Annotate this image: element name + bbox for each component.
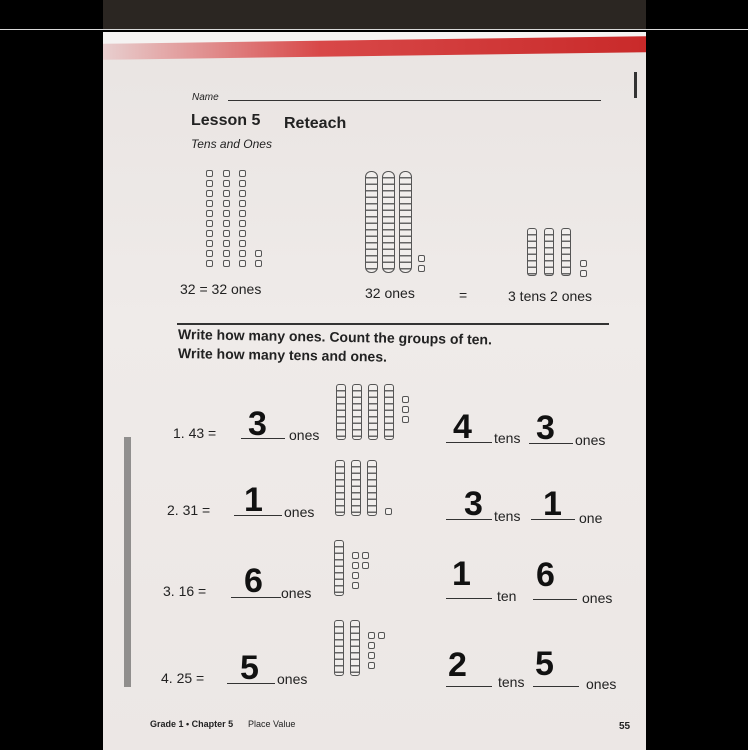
tens-rod <box>336 384 346 440</box>
problem-label: 3. 16 = <box>163 583 207 599</box>
ones-cube <box>223 220 230 227</box>
example-right-caption: 3 tens 2 ones <box>508 288 593 304</box>
ones-cube <box>352 552 359 559</box>
ones-cube <box>223 180 230 187</box>
example-mid-caption: 32 ones <box>365 285 415 301</box>
ones-answer-line-2 <box>529 443 573 444</box>
ones-cube <box>239 200 246 207</box>
ones-answer-2: 6 <box>536 556 555 594</box>
example-equals: = <box>459 287 468 303</box>
ones-cube <box>402 396 409 403</box>
ones-cube <box>206 250 213 257</box>
ones-word-2: one <box>579 510 603 526</box>
top-divider-line <box>0 29 748 30</box>
ones-cube <box>206 170 213 177</box>
tens-rod <box>350 620 360 676</box>
ones-cube <box>223 210 230 217</box>
tens-word: tens <box>494 430 521 446</box>
ones-cube <box>368 662 375 669</box>
footer-topic: Place Value <box>248 719 296 729</box>
ones-word-2: ones <box>586 676 617 692</box>
ones-cube <box>368 642 375 649</box>
tens-answer-line <box>446 442 492 443</box>
ones-cube <box>239 170 246 177</box>
ones-cube <box>206 230 213 237</box>
ones-cube <box>206 220 213 227</box>
ones-cube <box>239 250 246 257</box>
page-number: 55 <box>619 721 631 732</box>
ones-answer-line <box>234 515 282 516</box>
copyright-margin-text <box>124 437 131 687</box>
ones-answer-2: 3 <box>536 409 555 447</box>
tens-rod <box>365 171 378 273</box>
ones-answer-2: 5 <box>535 645 554 683</box>
ones-cube <box>402 406 409 413</box>
ones-cube <box>402 416 409 423</box>
tens-word: tens <box>498 674 525 690</box>
ones-cube <box>223 190 230 197</box>
ones-cube <box>223 260 230 267</box>
ones-cube <box>206 180 213 187</box>
ones-word: ones <box>284 504 315 520</box>
ones-cube <box>206 200 213 207</box>
ones-cube <box>368 632 375 639</box>
tens-rod <box>352 384 362 440</box>
tens-rod <box>382 171 395 273</box>
ones-cube <box>352 582 359 589</box>
ones-cube <box>206 210 213 217</box>
tens-rod <box>334 540 344 596</box>
ones-cube <box>223 230 230 237</box>
lesson-number: Lesson 5 <box>191 112 261 129</box>
problem-label: 4. 25 = <box>161 670 205 686</box>
ones-cube <box>223 250 230 257</box>
lesson-subtitle: Tens and Ones <box>191 137 272 151</box>
tens-answer: 4 <box>453 408 472 446</box>
section-divider <box>177 323 609 325</box>
ones-cube <box>378 632 385 639</box>
ones-word: ones <box>289 427 320 443</box>
ones-cube <box>385 508 392 515</box>
tens-rod <box>368 384 378 440</box>
ones-cube <box>239 190 246 197</box>
name-line <box>228 100 601 101</box>
name-label: Name <box>192 92 219 103</box>
ones-answer: 5 <box>240 649 259 687</box>
ones-cube <box>352 562 359 569</box>
worksheet-page <box>103 32 646 750</box>
ones-answer-line <box>241 438 285 439</box>
ones-cube <box>239 230 246 237</box>
footer-grade-chapter: Grade 1 • Chapter 5 <box>150 719 234 729</box>
tens-rod <box>367 460 377 516</box>
tens-rod <box>334 620 344 676</box>
ones-cube <box>362 552 369 559</box>
ones-answer-line <box>227 683 275 684</box>
problem-label: 1. 43 = <box>173 425 217 441</box>
ones-cube <box>418 265 425 272</box>
tens-rod <box>335 460 345 516</box>
ones-cube <box>580 270 587 277</box>
page-edge-mark <box>634 72 637 98</box>
ones-answer-line-2 <box>533 599 577 600</box>
tens-rod <box>399 171 412 273</box>
ones-cube <box>206 260 213 267</box>
top-dark-band <box>103 0 646 30</box>
lesson-type: Reteach <box>284 115 347 132</box>
ones-word: ones <box>281 585 312 601</box>
tens-rod <box>544 228 554 276</box>
ones-cube <box>368 652 375 659</box>
ones-cube <box>239 240 246 247</box>
ones-answer: 6 <box>244 562 263 600</box>
ones-answer-2: 1 <box>543 485 562 523</box>
tens-rod <box>527 228 537 276</box>
ones-word-2: ones <box>575 432 606 448</box>
ones-word: ones <box>277 671 308 687</box>
ones-cube <box>580 260 587 267</box>
ones-cube <box>239 210 246 217</box>
ones-cube <box>255 250 262 257</box>
ones-cube <box>239 260 246 267</box>
tens-word: ten <box>497 588 517 604</box>
ones-cube <box>223 170 230 177</box>
ones-cube <box>362 562 369 569</box>
tens-rod <box>561 228 571 276</box>
tens-answer: 1 <box>452 555 471 593</box>
tens-word: tens <box>494 508 521 524</box>
tens-answer-line <box>446 519 492 520</box>
tens-rod <box>384 384 394 440</box>
instruction-line-1: Write how many ones. Count the groups of ten. <box>177 326 493 348</box>
ones-answer-line-2 <box>531 519 575 520</box>
tens-answer-line <box>446 598 492 599</box>
tens-rod <box>351 460 361 516</box>
ones-answer: 1 <box>244 481 263 519</box>
ones-cube <box>255 260 262 267</box>
ones-cube <box>239 220 246 227</box>
ones-cube <box>418 255 425 262</box>
tens-answer: 3 <box>464 485 483 523</box>
tens-answer-line <box>446 686 492 687</box>
ones-answer-line-2 <box>533 686 579 687</box>
tens-answer: 2 <box>448 646 467 684</box>
ones-cube <box>206 190 213 197</box>
ones-cube <box>239 180 246 187</box>
ones-cube <box>223 200 230 207</box>
example-left-caption: 32 = 32 ones <box>180 281 262 297</box>
ones-answer-line <box>231 597 281 598</box>
ones-answer: 3 <box>248 405 267 443</box>
problem-label: 2. 31 = <box>167 502 211 518</box>
ones-word-2: ones <box>582 590 613 606</box>
ones-cube <box>223 240 230 247</box>
ones-cube <box>206 240 213 247</box>
instruction-line-2: Write how many tens and ones. <box>177 345 388 365</box>
ones-cube <box>352 572 359 579</box>
